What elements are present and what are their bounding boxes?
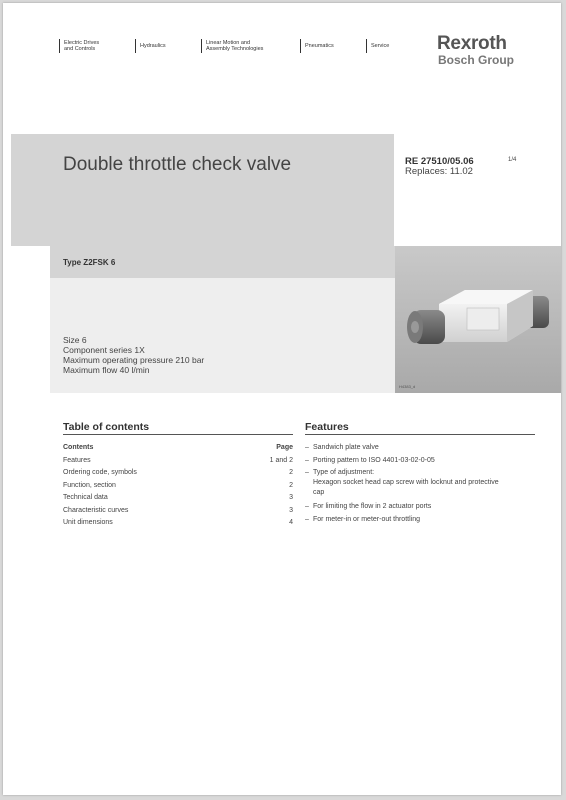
toc-row[interactable]: Technical data 3 <box>63 494 293 501</box>
document-number: RE 27510/05.06 <box>405 156 474 167</box>
page-number: 1/4 <box>508 157 517 163</box>
features-divider <box>305 434 535 435</box>
rexroth-logo: Rexroth <box>437 33 507 54</box>
features-title: Features <box>305 421 349 433</box>
page-title: Double throttle check valve <box>63 154 292 175</box>
spec-size: Size 6 <box>63 335 87 345</box>
nav-item-linear-motion[interactable]: Linear Motion and Assembly Technologies <box>201 39 263 53</box>
toc-row[interactable]: Characteristic curves 3 <box>63 507 293 514</box>
photo-caption: H4383_d <box>399 384 416 389</box>
nav-item-pneumatics[interactable]: Pneumatics <box>300 39 334 53</box>
toc-row[interactable]: Function, section 2 <box>63 482 293 489</box>
nav-item-electric-drives[interactable]: Electric Drives and Controls <box>59 39 99 53</box>
type-label: Type Z2FSK 6 <box>63 258 116 267</box>
valve-illustration <box>395 246 561 393</box>
spec-series: Component series 1X <box>63 345 145 355</box>
toc-header: Contents Page <box>63 444 293 451</box>
toc-divider <box>63 434 293 435</box>
toc-row[interactable]: Unit dimensions 4 <box>63 519 293 526</box>
spec-flow: Maximum flow 40 l/min <box>63 365 150 375</box>
product-photo <box>395 246 561 393</box>
nav-item-service[interactable]: Service <box>366 39 389 53</box>
toc-row[interactable]: Features 1 and 2 <box>63 457 293 464</box>
spec-pressure: Maximum operating pressure 210 bar <box>63 355 205 365</box>
nav-item-hydraulics[interactable]: Hydraulics <box>135 39 166 53</box>
toc-row[interactable]: Ordering code, symbols 2 <box>63 469 293 476</box>
bosch-group-logo: Bosch Group <box>438 53 515 67</box>
document-page: Electric Drives and Controls Hydraulics Linear Motion and Assembly Technologies Pneumatics Service Rexroth Bosch Group Double throttle check valve RE 27510/05.06 Replaces: 11.02 1/4 Type Z2FSK 6 Size 6 Component series 1X Maximum operating pressure 210 bar Maximum flow 40 l/min H4383_d Table of contents Contents Page Features 1 and 2 Ordering code, symbols 2 Function, section 2 Technical data 3 Characteristic curves 3 Unit dimensions 4 Features – Sandwich plate valve – Porting pattern to ISO 4401-03-02-0-05 – Type of adjustment: Hexagon socket head cap screw with locknut and protective cap – For limiting the flow in 2 actuator ports – For meter-in or meter-out throttling <box>3 3 561 795</box>
spec-band <box>50 278 395 393</box>
toc-title: Table of contents <box>63 421 150 433</box>
title-band <box>11 134 394 246</box>
replaces-note: Replaces: 11.02 <box>405 166 473 177</box>
